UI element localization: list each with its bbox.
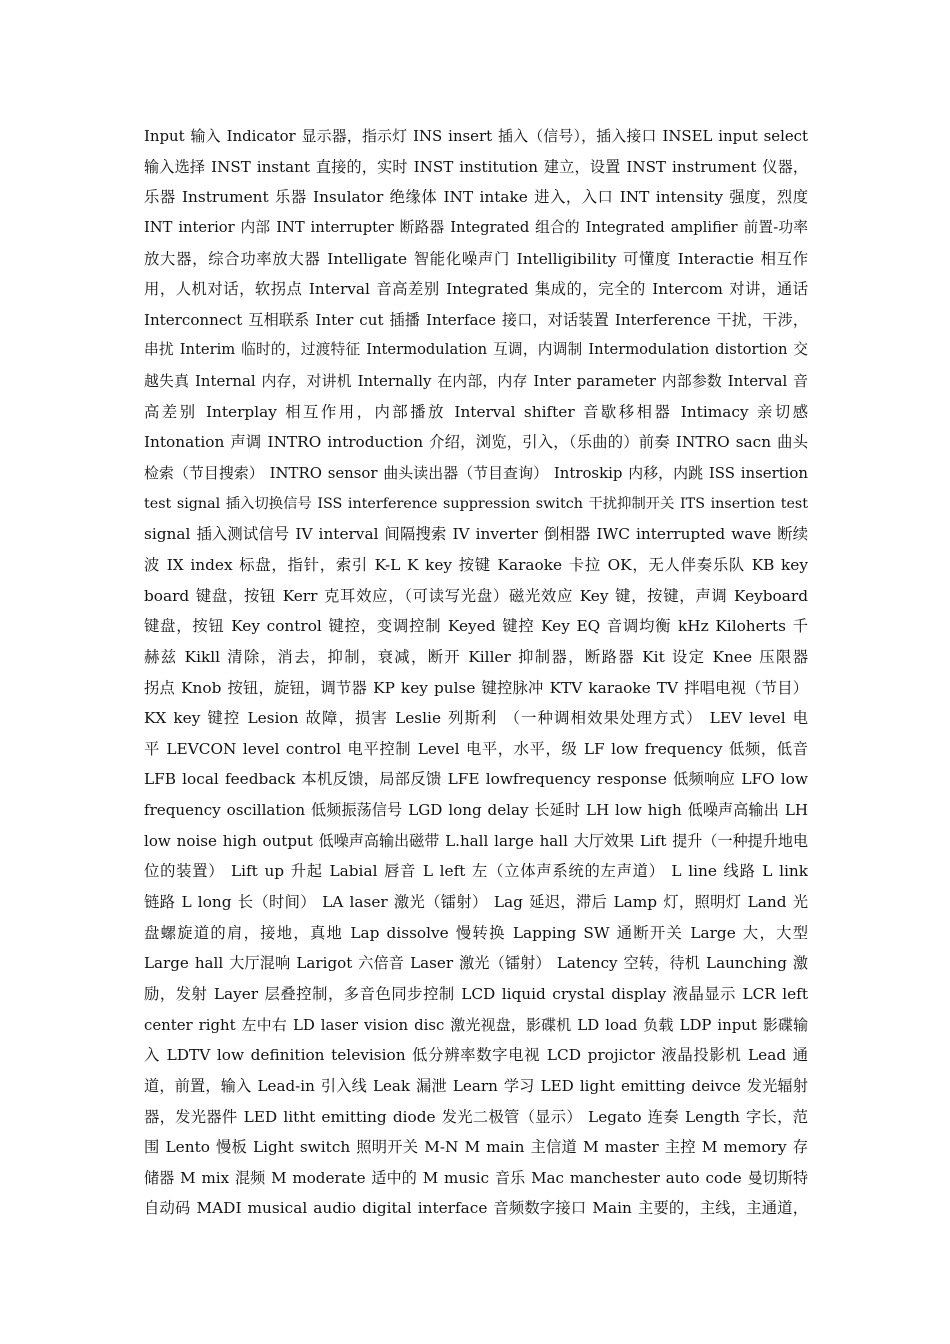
text-line-26: 链路 L long 长（时间） LA laser 激光（镭射） Lag 延迟，滞后 Lamp 灯，照明灯 Land 光 <box>144 893 808 912</box>
text-line-5: 放大器，综合功率放大器 Intelligate 智能化噪声门 Intelligibility 可懂度 Interactie 相互作 <box>144 249 808 268</box>
text-line-15: 波 IX index 标盘，指针，索引 K-L K key 按键 Karaoke 卡拉 OK，无人伴奏乐队 KB key <box>144 555 808 574</box>
text-line-18: 赫兹 Kikll 清除，消去，抑制，衰减，断开 Killer 抑制器，断路器 Kit 设定 Knee 压限器 <box>144 647 808 666</box>
text-line-3: 乐器 Instrument 乐器 Insulator 绝缘体 INT intake 进入，入口 INT intensity 强度，烈度 <box>144 188 808 207</box>
text-line-36: 自动码 MADI musical audio digital interface 音频数字接口 Main 主要的，主线，主通道， <box>144 1199 808 1218</box>
text-line-24: low noise high output 低噪声高输出磁带 L.hall large hall 大厅效果 Lift 提升（一种提升地电 <box>144 831 808 850</box>
text-line-29: 励，发射 Layer 层叠控制，多音色同步控制 LCD liquid crystal display 液晶显示 LCR left <box>144 984 808 1003</box>
text-line-1: Input 输入 Indicator 显示器，指示灯 INS insert 插入（信号），插入接口 INSEL input select <box>144 127 808 145</box>
text-line-16: board 键盘，按钮 Kerr 克耳效应，（可读写光盘）磁光效应 Key 键，按键，声调 Keyboard <box>144 586 808 605</box>
glossary-text <box>144 121 808 1224</box>
text-line-17: 键盘，按钮 Key control 键控，变调控制 Keyed 键控 Key EQ 音调均衡 kHz Kiloherts 千 <box>144 617 808 636</box>
text-line-28: Large hall 大厅混响 Larigot 六倍音 Laser 激光（镭射） Latency 空转，待机 Launching 激 <box>144 954 808 973</box>
text-line-30: center right 左中右 LD laser vision disc 激光视盘，影碟机 LD load 负载 LDP input 影碟输 <box>144 1015 808 1034</box>
text-line-20: KX key 键控 Lesion 故障，损害 Leslie 列斯利 （一种调相效果处理方式） LEV level 电 <box>144 709 808 728</box>
text-line-13: test signal 插入切换信号 ISS interference suppression switch 干扰抑制开关 ITS insertion test <box>144 495 808 512</box>
text-line-31: 入 LDTV low definition television 低分辨率数字电视 LCD projictor 液晶投影机 Lead 通 <box>144 1046 808 1065</box>
text-line-12: 检索（节目搜索） INTRO sensor 曲头读出器（节目查询） Introskip 内移，内跳 ISS insertion <box>144 464 808 483</box>
text-line-32: 道，前置，输入 Lead-in 引入线 Leak 漏泄 Learn 学习 LED light emitting deivce 发光辐射 <box>144 1076 808 1095</box>
text-line-27: 盘螺旋道的肩，接地，真地 Lap dissolve 慢转换 Lapping SW 通断开关 Large 大，大型 <box>144 923 808 942</box>
text-line-11: Intonation 声调 INTRO introduction 介绍，浏览，引入，（乐曲的）前奏 INTRO sacn 曲头 <box>144 433 808 452</box>
text-line-22: LFB local feedback 本机反馈，局部反馈 LFE lowfrequency response 低频响应 LFO low <box>144 770 808 789</box>
text-line-25: 位的装置） Lift up 升起 Labial 唇音 L left 左（立体声系统的左声道） L line 线路 L link <box>144 862 808 881</box>
text-line-8: 串扰 Interim 临时的，过渡特征 Intermodulation 互调，内调制 Intermodulation distortion 交 <box>144 341 808 359</box>
text-line-6: 用，人机对话，软拐点 Interval 音高差别 Integrated 集成的，完全的 Intercom 对讲，通话 <box>144 280 808 299</box>
text-line-10: 高差别 Interplay 相互作用，内部播放 Interval shifter 音歇移相器 Intimacy 亲切感 <box>144 402 808 421</box>
text-line-35: 储器 M mix 混频 M moderate 适中的 M music 音乐 Mac manchester auto code 曼切斯特 <box>144 1168 808 1187</box>
text-line-21: 平 LEVCON level control 电平控制 Level 电平，水平，级 LF low frequency 低频，低音 <box>144 739 808 758</box>
text-line-9: 越失真 Internal 内存，对讲机 Internally 在内部，内存 Inter parameter 内部参数 Interval 音 <box>144 372 808 391</box>
text-line-14: signal 插入测试信号 IV interval 间隔搜索 IV inverter 倒相器 IWC interrupted wave 断续 <box>144 525 808 544</box>
text-line-2: 输入选择 INST instant 直接的，实时 INST institution 建立，设置 INST instrument 仪器， <box>144 157 808 176</box>
text-line-33: 器，发光器件 LED litht emitting diode 发光二极管（显示） Legato 连奏 Length 字长，范 <box>144 1107 808 1126</box>
text-line-23: frequency oscillation 低频振荡信号 LGD long delay 长延时 LH low high 低噪声高输出 LH <box>144 801 808 820</box>
text-line-7: Interconnect 互相联系 Inter cut 插播 Interface 接口，对话装置 Interference 干扰，干涉， <box>144 310 808 329</box>
text-line-19: 拐点 Knob 按钮，旋钮，调节器 KP key pulse 键控脉冲 KTV karaoke TV 拌唱电视（节目） <box>144 678 808 697</box>
text-line-4: INT interior 内部 INT interrupter 断路器 Integrated 组合的 Integrated amplifier 前置-功率 <box>144 218 808 236</box>
text-line-34: 围 Lento 慢板 Light switch 照明开关 M-N M main 主信道 M master 主控 M memory 存 <box>144 1138 808 1157</box>
